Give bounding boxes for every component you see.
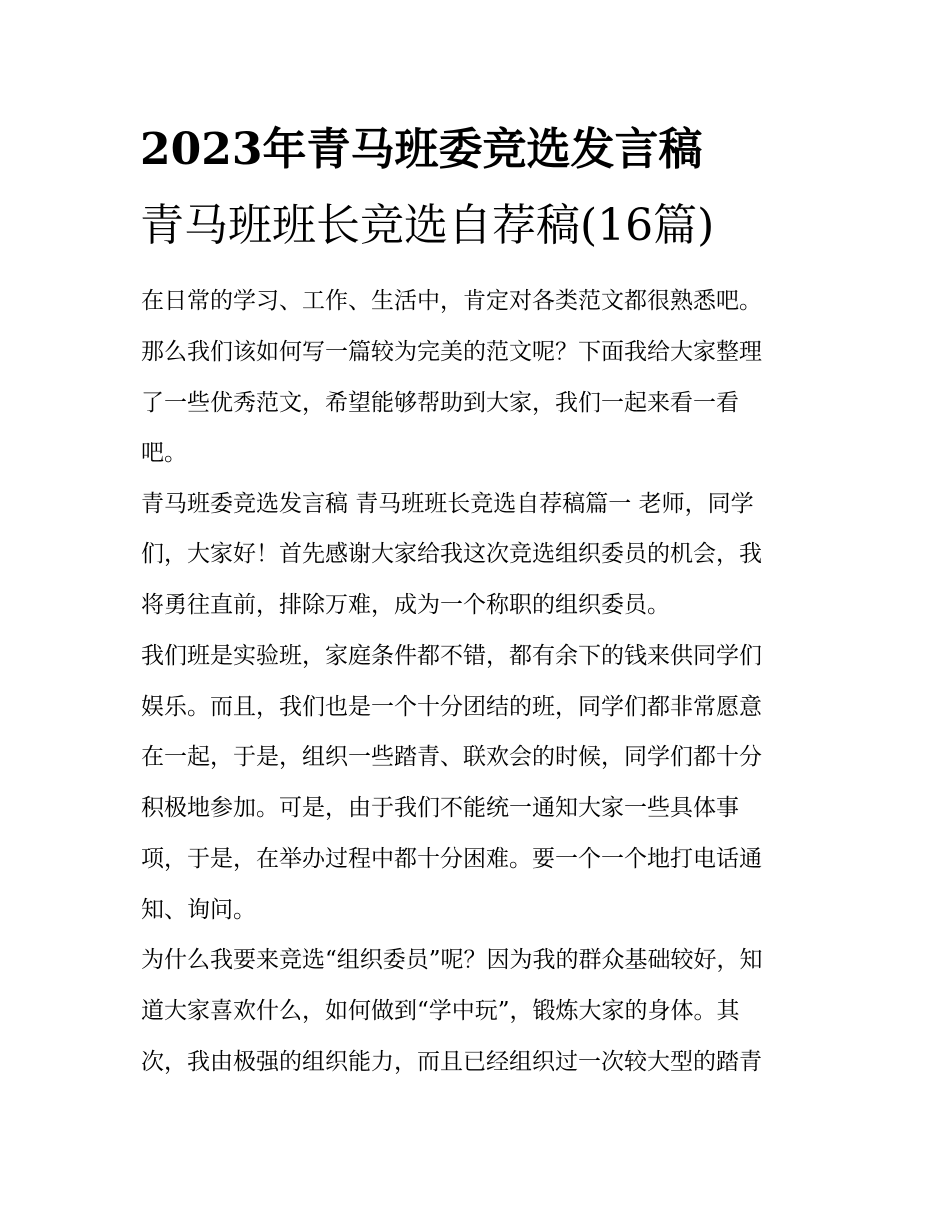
body-text-line: 知、询问。 [141,897,256,923]
body-text-line: 为什么我要来竞选“组织委员”呢？因为我的群众基础较好，知 [141,947,763,973]
body-text-line: 在一起，于是，组织一些踏青、联欢会的时候，同学们都十分 [141,744,762,770]
body-text-line: 那么我们该如何写一篇较为完美的范文呢？下面我给大家整理 [141,339,762,365]
document-title-line-2: 青马班班长竞选自荐稿(16篇) [140,200,715,251]
body-text-line: 娱乐。而且，我们也是一个十分团结的班，同学们都非常愿意 [141,694,762,720]
body-text-line: 将勇往直前，排除万难，成为一个称职的组织委员。 [141,592,670,618]
body-text-line: 道大家喜欢什么，如何做到“学中玩”，锻炼大家的身体。其 [141,998,740,1024]
document-title-line-1: 2023年青马班委竞选发言稿 [140,124,703,175]
body-text-line: 次，我由极强的组织能力，而且已经组织过一次较大型的踏青 [141,1049,762,1075]
body-text-line: 在日常的学习、工作、生活中，肯定对各类范文都很熟悉吧。 [141,288,762,314]
body-text-line: 我们班是实验班，家庭条件都不错，都有余下的钱来供同学们 [141,643,762,669]
body-text-line: 了一些优秀范文，希望能够帮助到大家，我们一起来看一看 [141,390,739,416]
body-text-line: 们，大家好！首先感谢大家给我这次竞选组织委员的机会，我 [141,541,762,567]
body-text-line: 青马班委竞选发言稿 青马班班长竞选自荐稿篇一 老师，同学 [141,491,754,517]
body-text-line: 项，于是，在举办过程中都十分困难。要一个一个地打电话通 [141,846,762,872]
body-text-line: 积极地参加。可是，由于我们不能统一通知大家一些具体事 [141,795,739,821]
body-text-line: 吧。 [141,440,187,466]
